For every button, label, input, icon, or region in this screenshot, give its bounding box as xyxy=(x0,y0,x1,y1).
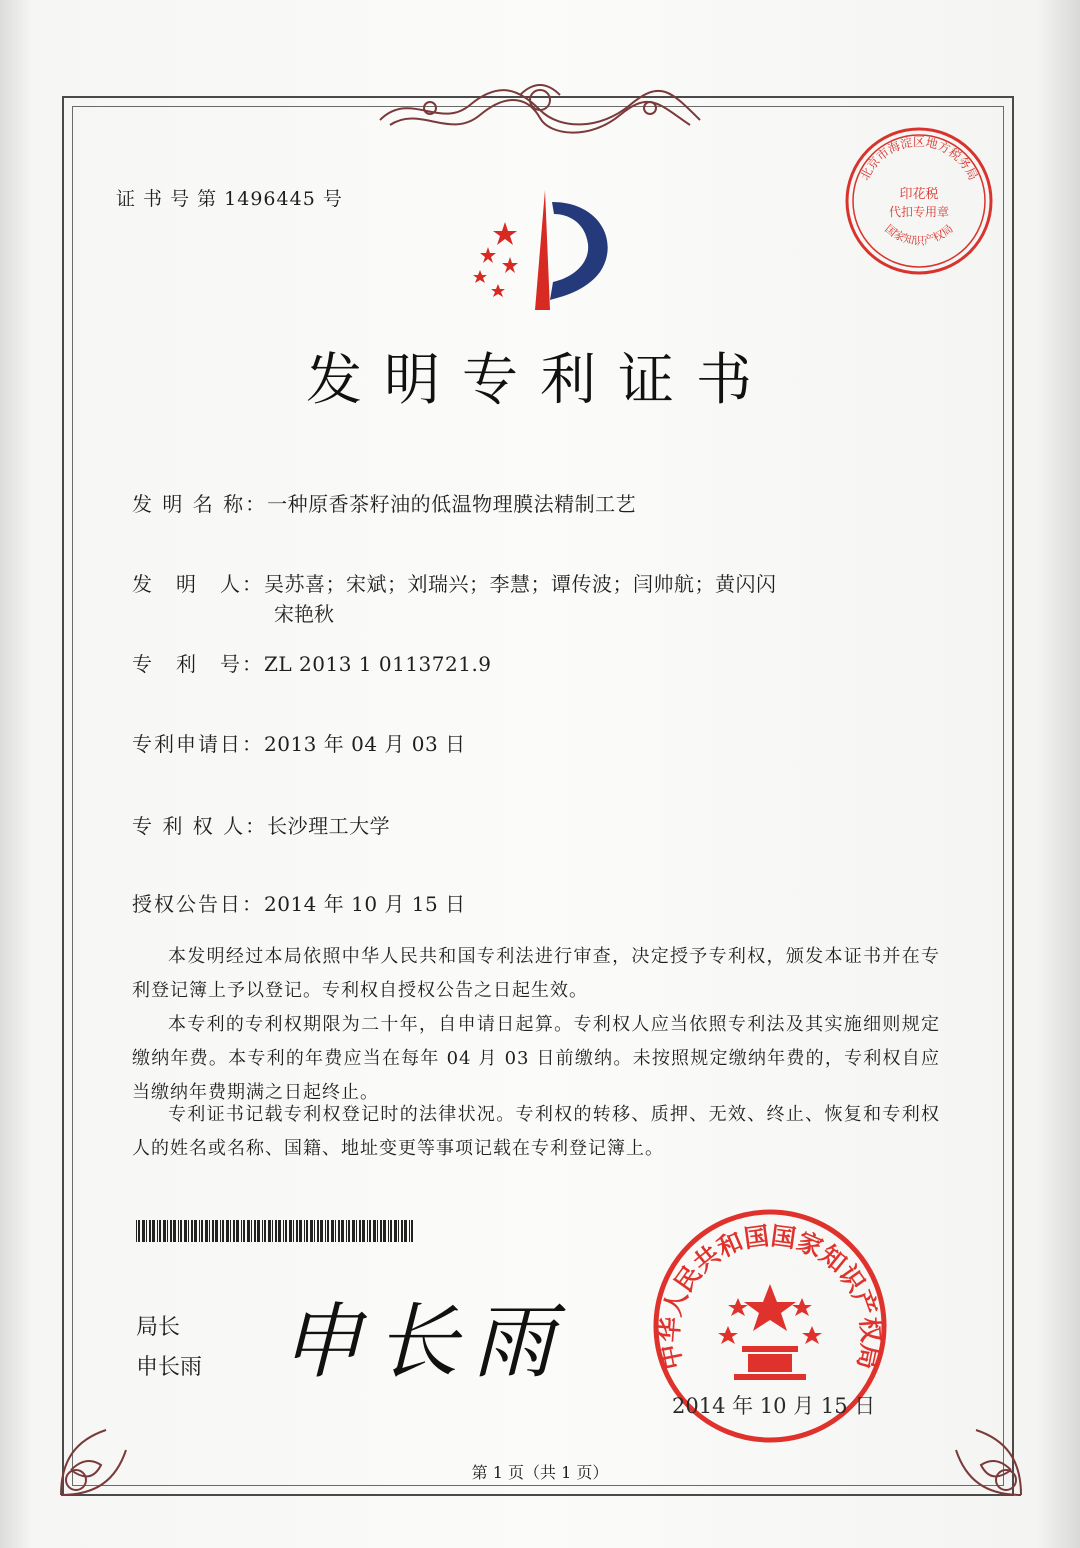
barcode-bar xyxy=(191,1220,193,1242)
director-signature xyxy=(280,1280,570,1400)
barcode-bar xyxy=(346,1220,347,1242)
barcode-bar xyxy=(296,1220,298,1242)
barcode-bar xyxy=(184,1220,187,1242)
tax-seal-ring-text: 北京市海淀区地方税务局 xyxy=(857,134,981,183)
field-value: 2014 年 10 月 15 日 xyxy=(264,892,466,916)
barcode-bar xyxy=(201,1220,203,1242)
barcode-bar xyxy=(247,1220,250,1242)
barcode-bar xyxy=(367,1220,368,1242)
barcode-bar xyxy=(373,1220,376,1242)
field-grant-date xyxy=(132,890,466,918)
barcode-bar xyxy=(268,1220,271,1242)
corner-ornament-icon xyxy=(46,1400,156,1510)
page-number: 第 1 页（共 1 页） xyxy=(471,1463,609,1482)
barcode-bar xyxy=(173,1220,176,1242)
tax-seal-center-line1: 印花税 xyxy=(899,187,939,202)
barcode-bar xyxy=(163,1220,166,1242)
barcode-bar xyxy=(146,1220,147,1242)
page-title: 发明专利证书 xyxy=(306,348,774,413)
corner-ornament-icon xyxy=(926,1400,1036,1510)
barcode-bar xyxy=(285,1220,287,1242)
tax-seal-stamp xyxy=(842,124,996,278)
barcode-bar xyxy=(222,1220,224,1242)
barcode-bar xyxy=(289,1220,292,1242)
field-inventors xyxy=(132,570,777,598)
barcode-bar xyxy=(178,1220,179,1242)
field-label: 发 明 名 称： xyxy=(132,492,268,516)
field-label: 发 明 人： xyxy=(132,572,264,596)
barcode-bar xyxy=(352,1220,355,1242)
field-patentee xyxy=(132,812,390,840)
barcode-bar xyxy=(401,1220,403,1242)
barcode-bar xyxy=(262,1220,263,1242)
barcode-bar xyxy=(226,1220,229,1242)
barcode-bar xyxy=(272,1220,273,1242)
barcode-bar xyxy=(411,1220,413,1242)
barcode-bar xyxy=(241,1220,242,1242)
top-ornament-icon xyxy=(370,70,710,140)
field-patent-number xyxy=(132,650,492,678)
barcode-bar xyxy=(320,1220,323,1242)
barcode-bar xyxy=(362,1220,365,1242)
barcode-bar xyxy=(138,1220,140,1242)
patent-office-emblem-icon xyxy=(450,182,620,322)
barcode-bar xyxy=(331,1220,334,1242)
barcode-bar xyxy=(359,1220,361,1242)
barcode-bar xyxy=(383,1220,386,1242)
paragraph: 本专利的专利权期限为二十年，自申请日起算。专利权人应当依照专利法及其实施细则规定缴纳年费。本专利的年费应当在每年 04 月 03 日前缴纳。未按照规定缴纳年费的，专利权自应当缴纳年费期满之日起终止。 xyxy=(132,1014,940,1103)
barcode-bar xyxy=(212,1220,214,1242)
barcode-bar xyxy=(170,1220,172,1242)
barcode-bar xyxy=(136,1220,137,1242)
barcode-bar xyxy=(327,1220,329,1242)
barcode-bar xyxy=(341,1220,344,1242)
barcode-bar xyxy=(220,1220,221,1242)
director-title: 局长 xyxy=(136,1315,181,1340)
field-application-date xyxy=(132,730,466,758)
barcode-bar xyxy=(180,1220,182,1242)
barcode-bar xyxy=(209,1220,210,1242)
signature-text: 申长雨 xyxy=(280,1295,568,1390)
barcode-bar xyxy=(188,1220,189,1242)
barcode-bar xyxy=(205,1220,208,1242)
field-value: ZL 2013 1 0113721.9 xyxy=(264,652,492,676)
barcode-bar xyxy=(293,1220,294,1242)
field-label: 专利申请日： xyxy=(132,732,264,756)
director-name: 申长雨 xyxy=(136,1355,203,1380)
barcode-bar xyxy=(251,1220,252,1242)
barcode xyxy=(136,1220,416,1242)
field-label: 专 利 号： xyxy=(132,652,264,676)
barcode-bar xyxy=(278,1220,281,1242)
field-value: 长沙理工大学 xyxy=(267,814,391,838)
barcode-bar xyxy=(409,1220,410,1242)
barcode-bar xyxy=(236,1220,239,1242)
barcode-bar xyxy=(243,1220,245,1242)
barcode-bar xyxy=(283,1220,284,1242)
barcode-bar xyxy=(404,1220,407,1242)
barcode-bar xyxy=(275,1220,277,1242)
barcode-bar xyxy=(325,1220,326,1242)
barcode-bar xyxy=(157,1220,158,1242)
paragraph: 专利证书记载专利权登记时的法律状况。专利权的转移、质押、无效、终止、恢复和专利权人的姓名或名称、国籍、地址变更等事项记载在专利登记簿上。 xyxy=(132,1104,940,1159)
barcode-bar xyxy=(314,1220,315,1242)
barcode-bar xyxy=(398,1220,399,1242)
field-value: 2013 年 04 月 03 日 xyxy=(264,732,466,756)
field-invention-name xyxy=(132,490,636,518)
barcode-bar xyxy=(167,1220,168,1242)
barcode-bar xyxy=(310,1220,313,1242)
barcode-bar xyxy=(317,1220,319,1242)
barcode-bar xyxy=(230,1220,231,1242)
field-label: 专 利 权 人： xyxy=(132,814,268,838)
certificate-number: 证 书 号 第 1496445 号 xyxy=(116,188,343,210)
barcode-bar xyxy=(233,1220,235,1242)
barcode-bar xyxy=(338,1220,340,1242)
barcode-bar xyxy=(215,1220,218,1242)
barcode-bar xyxy=(194,1220,197,1242)
barcode-bar xyxy=(306,1220,308,1242)
tax-seal-center-line2: 代扣专用章 xyxy=(888,205,950,219)
barcode-bar xyxy=(142,1220,145,1242)
seal-date: 2014 年 10 月 15 日 xyxy=(672,1394,876,1418)
barcode-bar xyxy=(257,1220,260,1242)
field-label: 授权公告日： xyxy=(132,892,264,916)
barcode-bar xyxy=(335,1220,336,1242)
field-value: 吴苏喜；宋斌；刘瑞兴；李慧；谭传波；闫帅航；黄闪闪 xyxy=(264,572,777,596)
barcode-bar xyxy=(264,1220,266,1242)
svg-text:国家知识产权局 xyxy=(882,222,955,247)
barcode-bar xyxy=(304,1220,305,1242)
barcode-bar xyxy=(356,1220,357,1242)
office-seal-ring-text: 中华人民共和国国家知识产权局 xyxy=(654,1221,886,1372)
barcode-bar xyxy=(299,1220,302,1242)
barcode-bar xyxy=(388,1220,389,1242)
barcode-bar xyxy=(390,1220,392,1242)
barcode-bar xyxy=(199,1220,200,1242)
barcode-bar xyxy=(394,1220,397,1242)
barcode-bar xyxy=(149,1220,151,1242)
barcode-bar xyxy=(380,1220,382,1242)
barcode-bar xyxy=(377,1220,378,1242)
barcode-bar xyxy=(159,1220,161,1242)
barcode-bar xyxy=(369,1220,371,1242)
tax-seal-bottom-text: 国家知识产权局 xyxy=(882,222,956,248)
barcode-bar xyxy=(348,1220,350,1242)
barcode-bar xyxy=(254,1220,256,1242)
barcode-bar xyxy=(152,1220,155,1242)
paragraph: 本发明经过本局依照中华人民共和国专利法进行审查，决定授予专利权，颁发本证书并在专利登记簿上予以登记。专利权自授权公告之日起生效。 xyxy=(132,946,940,1001)
field-value: 一种原香茶籽油的低温物理膜法精制工艺 xyxy=(267,492,637,516)
field-inventors-line2: 宋艳秋 xyxy=(274,602,334,626)
